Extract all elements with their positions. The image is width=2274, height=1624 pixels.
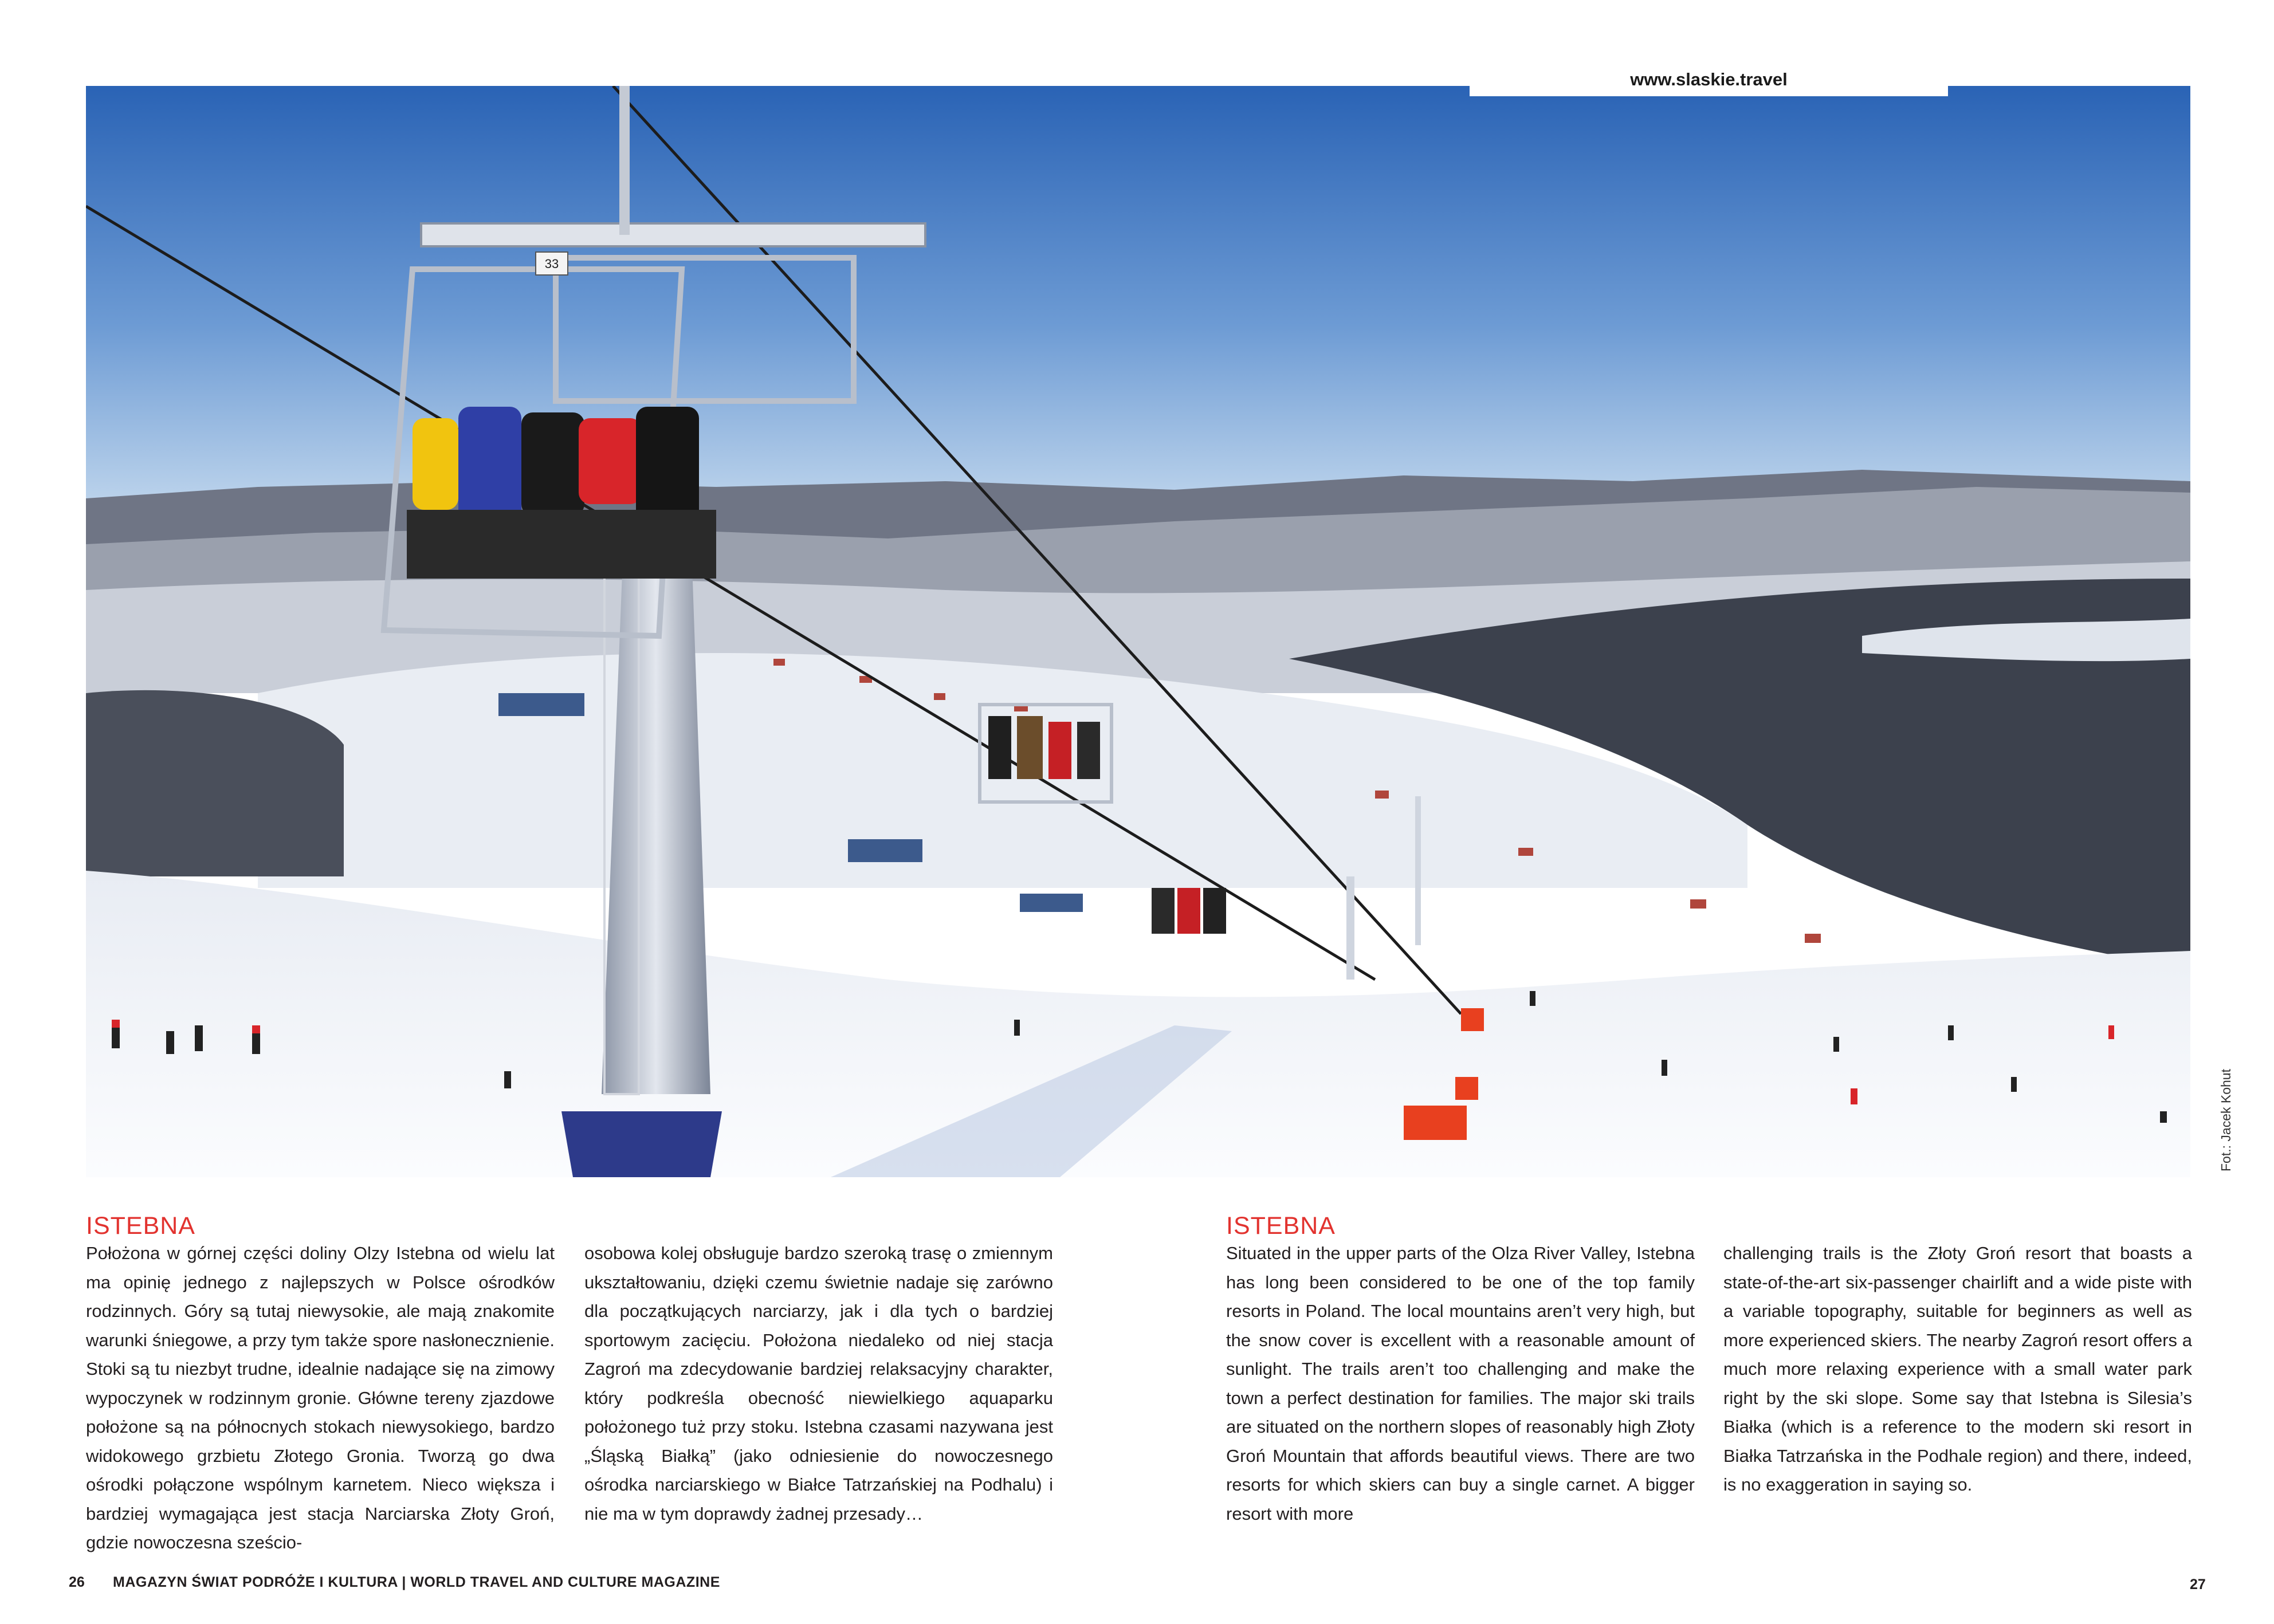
text-pl-col2: osobowa kolej obsługuje bardzo szeroką trasę o zmiennym ukształtowaniu, dzięki czemu świetnie nadaje się zarówno dla początkujących narciarzy, jak i dla tych o bardziej sportowym zacięciu. Położona niedaleko od niej stacja Zagroń ma zdecydowanie bardziej relaksacyjny charakter, który podkreśla obecność niewielkiego aquaparku położonego tuż przy stoku. Istebna czasami nazywana jest „Śląską Białką” (jako odniesienie do nowoczesnego ośrodka narciarskiego w Białce Tatrzańskiej na Podhalu) i nie ma w tym doprawdy żadnej przesady… [584, 1243, 1053, 1524]
website-url: www.slaskie.travel [1470, 62, 1948, 96]
chairlift-scene [86, 86, 2190, 1177]
photo-credit: Fot.: Jacek Kohut [2218, 1069, 2233, 1171]
page-number-right: 27 [2190, 1576, 2206, 1592]
ski-resort-photo [86, 86, 2190, 1177]
page-number-left: 26 [69, 1574, 85, 1590]
heading-pl: ISTEBNA [86, 1212, 195, 1240]
magazine-title: MAGAZYN ŚWIAT PODRÓŻE I KULTURA | WORLD TRAVEL AND CULTURE MAGAZINE [113, 1574, 720, 1590]
text-en-col1: Situated in the upper parts of the Olza River Valley, Istebna has long been considered to be one of the top family resorts in Poland. The local mountains aren’t very high, but the snow cover is excellent with a reasonable amount of sunlight. The trails aren’t too challenging and make the town a perfect destination for families. The major ski trails are situated on the northern slopes of reasonably high Złoty Groń Mountain that affords beautiful views. There are two resorts for which skiers can buy a single carnet. A bigger resort with more [1226, 1243, 1695, 1524]
text-en-col2: challenging trails is the Złoty Groń resort that boasts a state-of-the-art six-passenger chairlift and a wide piste with a variable topography, suitable for beginners as well as more experienced skiers. The nearby Zagroń resort offers a much more relaxing experience with a small water park right by the ski slope. Some say that Istebna is Silesia’s Białka (which is a reference to the modern ski resort in Białka Tatrzańska in the Podhale region) and there, indeed, is no exaggeration in saying so. [1723, 1243, 2192, 1495]
heading-en: ISTEBNA [1226, 1212, 1336, 1240]
chair-number: 33 [544, 257, 559, 271]
text-pl-col1: Położona w górnej części doliny Olzy Istebna od wielu lat ma opinię jednego z najlepszych w Polsce ośrodków rodzinnych. Góry są tutaj niewysokie, ale mają znakomite warunki śniegowe, a przy tym także spore nasłonecznienie. Stoki są tu niezbyt trudne, idealnie nadające się na zimowy wypoczynek w rodzinnym gronie. Główne tereny zjazdowe położone są na północnych stokach niewysokiego, bardzo widokowego grzbietu Złotego Gronia. Tworzą go dwa ośrodki połączone wspólnym karnetem. Nieco większa i bardziej wymagająca jest stacja Narciarska Złoty Groń, gdzie nowoczesna sześcio- [86, 1243, 555, 1552]
